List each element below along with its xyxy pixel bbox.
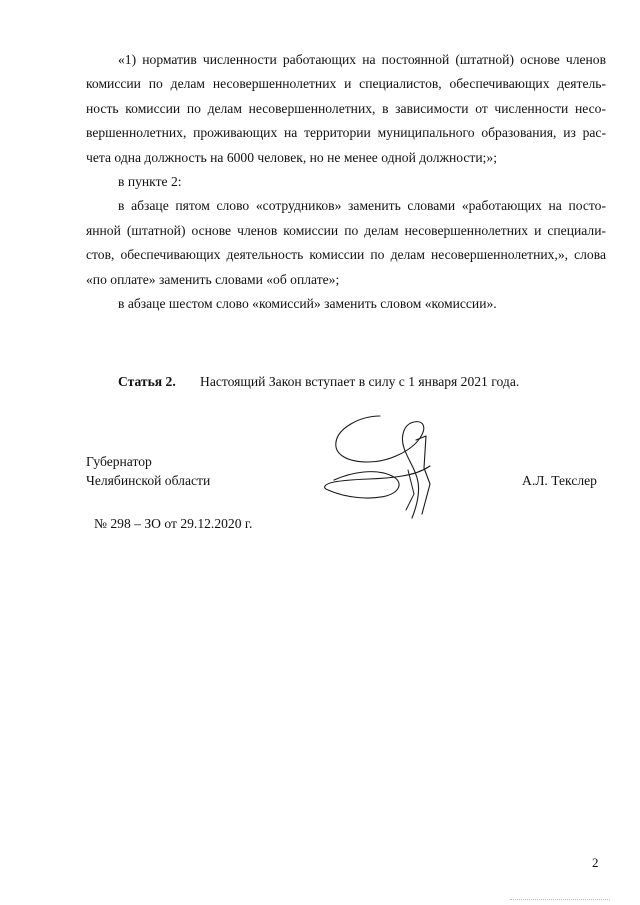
document-body <box>86 48 606 316</box>
text-line: в абзаце пятом слово «сотрудников» заменить словами «работающих на посто- <box>118 198 606 214</box>
paragraph-abzac6 <box>86 292 606 316</box>
page-number: 2 <box>592 855 599 870</box>
paragraph-abzac5 <box>86 194 606 292</box>
signatory-title <box>86 452 210 490</box>
handwritten-signature <box>312 410 442 525</box>
text-line: ность комиссии по делам несовершеннолетних, в зависимости от численности несо- <box>86 100 606 116</box>
law-number: № 298 – ЗО от 29.12.2020 г. <box>94 516 253 531</box>
article-2 <box>118 370 519 394</box>
signatory-name: А.Л. Текслер <box>522 473 597 488</box>
article-text: Настоящий Закон вступает в силу с 1 января 2021 года. <box>200 374 520 389</box>
text-line: в пункте 2: <box>118 174 182 190</box>
article-label: Статья 2. <box>118 374 176 389</box>
footer-divider <box>510 899 610 901</box>
text-line: в абзаце шестом слово «комиссий» заменить словом «комиссии». <box>118 296 497 312</box>
text-line: стов, обеспечивающих деятельность комиссии по делам несовершеннолетних,», слова <box>86 247 606 263</box>
text-line: «по оплате» заменить словами «об оплате»; <box>86 271 340 287</box>
signatory-title-line1: Губернатор <box>86 454 152 469</box>
signatory-title-line2: Челябинской области <box>86 473 211 488</box>
text-line: вершеннолетних, проживающих на территории муниципального образования, из рас- <box>86 125 606 141</box>
text-line: чета одна должность на 6000 человек, но не менее одной должности;»; <box>86 149 497 165</box>
text-line: «1) норматив численности работающих на постоянной (штатной) основе членов <box>118 52 606 67</box>
paragraph-norm <box>86 48 606 170</box>
paragraph-item2 <box>86 170 606 194</box>
text-line: комиссии по делам несовершеннолетних и специалистов, обеспечивающих деятель- <box>86 76 606 92</box>
text-line: янной (штатной) основе членов комиссии по делам несовершеннолетних и специали- <box>86 222 606 238</box>
